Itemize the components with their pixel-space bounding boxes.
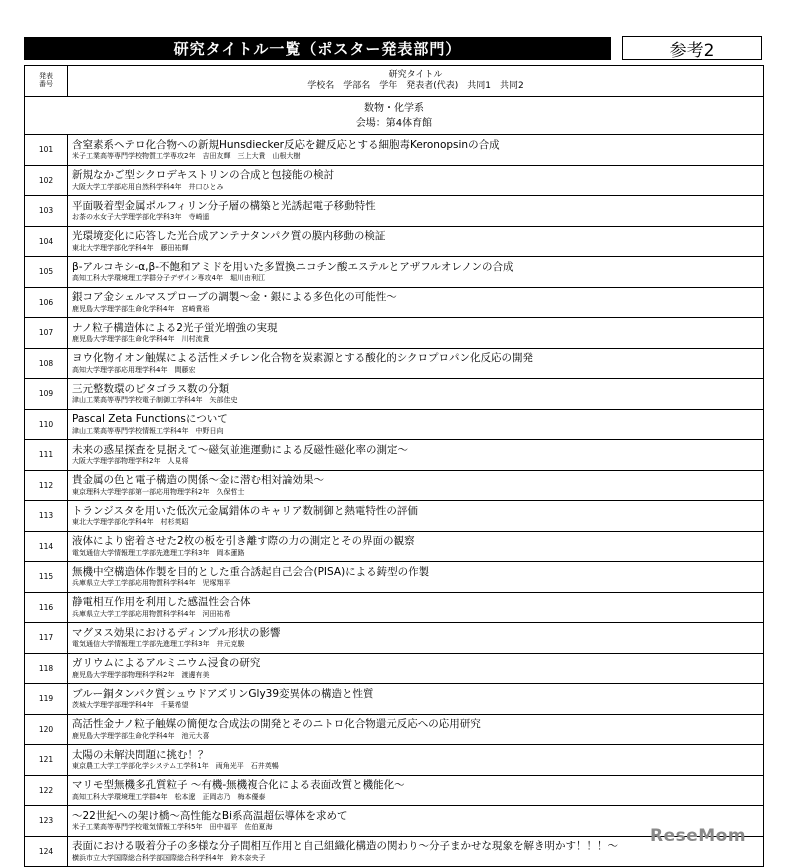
presentation-number: 103 [25, 196, 68, 226]
table-row [25, 501, 763, 532]
research-title: 三元整数環のピタゴラス数の分類 [72, 382, 230, 395]
table-row [25, 379, 763, 410]
table-row [25, 318, 763, 349]
presenter-info: 高知大学理学部応用理学科4年 間藤宏 [72, 365, 196, 374]
presentation-number: 122 [25, 776, 68, 806]
research-title: ガリウムによるアルミニウム浸食の研究 [72, 657, 261, 670]
entry-body [68, 715, 763, 745]
category-name: 数物・化学系 [364, 102, 424, 114]
presenter-info: 東北大学理学部化学科4年 藤田祐輝 [72, 243, 189, 252]
research-title: ナノ粒子構造体による2光子蛍光増強の実現 [72, 321, 278, 334]
entry-body [68, 349, 763, 379]
presentation-number: 109 [25, 379, 68, 409]
table-row [25, 745, 763, 776]
research-title: 無機中空構造体作製を目的とした重合誘起自己会合(PISA)による鋳型の作製 [72, 565, 430, 578]
title-header-line1: 研究タイトル [388, 69, 443, 80]
presenter-info: 兵庫県立大学工学部応用物質科学科4年 児塚翔平 [72, 579, 231, 588]
research-title: 貴金属の色と電子構造の関係～金に潜む相対論効果～ [72, 474, 324, 487]
table-row [25, 257, 763, 288]
presentation-number: 116 [25, 593, 68, 623]
entry-body [68, 593, 763, 623]
research-title: マグヌス効果におけるディンプル形状の影響 [72, 626, 281, 639]
entry-body [68, 745, 763, 775]
presentation-number: 118 [25, 654, 68, 684]
entry-body [68, 196, 763, 226]
presenter-info: 高知工科大学環境理工学群分子デザイン専攻4年 堀川由利江 [72, 274, 265, 283]
presenter-info: 鹿児島大学理学部生命化学科4年 川村流貴 [72, 335, 210, 344]
research-title: β-アルコキシ-α,β-不飽和アミドを用いた多置換ニコチン酸エステルとアザフルオレノンの合成 [72, 260, 514, 273]
entry-body [68, 379, 763, 409]
table-row [25, 288, 763, 319]
presenter-info: 東京理科大学理学部第一部応用物理学科2年 久保哲士 [72, 487, 245, 496]
presenter-info: 大阪大学工学部応用自然科学科4年 井口ひとみ [72, 182, 224, 191]
table-row [25, 562, 763, 593]
research-title: トランジスタを用いた低次元金属錯体のキャリア数制御と熱電特性の評価 [72, 504, 418, 517]
presentation-number: 111 [25, 440, 68, 470]
presentation-number: 120 [25, 715, 68, 745]
research-title: 銀コア金シェルマスプローブの調製～金・銀による多色化の可能性～ [72, 291, 397, 304]
entry-body [68, 166, 763, 196]
presenter-info: 茨城大学理学部理学科4年 千葉希望 [72, 701, 189, 710]
research-title: ～22世紀への架け橋～高性能なBi系高温超伝導体を求めて [72, 809, 348, 822]
table-row [25, 196, 763, 227]
presentation-number: 104 [25, 227, 68, 257]
number-header-line2: 番号 [39, 80, 53, 88]
presentation-number: 113 [25, 501, 68, 531]
research-title: 光環境変化に応答した光合成アンテナタンパク質の膜内移動の検証 [72, 230, 386, 243]
presentation-number: 106 [25, 288, 68, 318]
research-title: ブルー銅タンパク質シュウドアズリンGly39変異体の構造と性質 [72, 687, 374, 700]
research-title: マリモ型無機多孔質粒子 ～有機-無機複合化による表面改質と機能化～ [72, 779, 405, 792]
entry-body [68, 684, 763, 714]
presenter-info: 鹿児島大学理学部物理科学科2年 渡邊有美 [72, 670, 210, 679]
entry-body [68, 654, 763, 684]
table-row [25, 623, 763, 654]
presenter-info: 鹿児島大学理学部生命化学科4年 宮崎貴裕 [72, 304, 210, 313]
table-row [25, 684, 763, 715]
research-title: 平面吸着型金属ポルフィリン分子層の構築と光誘起電子移動特性 [72, 199, 376, 212]
research-title: 太陽の未解決問題に挑む！？ [72, 748, 209, 761]
presentation-number: 123 [25, 806, 68, 836]
entry-body [68, 410, 763, 440]
research-title: 未来の惑星探査を見据えて～磁気並進運動による反磁性磁化率の測定～ [72, 443, 408, 456]
presenter-info: 津山工業高等専門学校情報工学科4年 中野日向 [72, 426, 224, 435]
presentation-number: 107 [25, 318, 68, 348]
number-header-line1: 発表 [39, 72, 53, 81]
table-row [25, 227, 763, 258]
presenter-info: 津山工業高等専門学校電子制御工学科4年 矢部佳史 [72, 396, 238, 405]
research-title: 静電相互作用を利用した感温性会合体 [72, 596, 251, 609]
presentation-number: 112 [25, 471, 68, 501]
presentation-number: 108 [25, 349, 68, 379]
title-column-header [68, 66, 763, 96]
entry-body [68, 471, 763, 501]
page-title: 研究タイトル一覧（ポスター発表部門） [24, 37, 611, 60]
title-table [24, 65, 764, 867]
presenter-info: 米子工業高等専門学校電気情報工学科5年 田中福平 佐伯夏海 [72, 823, 273, 832]
presentation-number: 117 [25, 623, 68, 653]
table-row [25, 532, 763, 563]
table-row [25, 166, 763, 197]
entry-body [68, 501, 763, 531]
presentation-number: 105 [25, 257, 68, 287]
table-row [25, 776, 763, 807]
presentation-number: 115 [25, 562, 68, 592]
entry-body [68, 776, 763, 806]
entry-body [68, 562, 763, 592]
presentation-number: 119 [25, 684, 68, 714]
category-venue: 会場：第4体育館 [355, 117, 433, 129]
table-header [25, 66, 763, 97]
presenter-info: 電気通信大学情報理工学部先進理工学科3年 井元克駿 [72, 640, 245, 649]
presenter-info: 電気通信大学情報理工学部先進理工学科3年 岡本蓮路 [72, 548, 245, 557]
presenter-info: 兵庫県立大学工学部応用物質科学科4年 河田祐希 [72, 609, 231, 618]
reference-label: 参考2 [622, 36, 762, 60]
presenter-info: お茶の水女子大学理学部化学科3年 寺崎遥 [72, 213, 210, 222]
table-row [25, 440, 763, 471]
research-title: 新規なかご型シクロデキストリンの合成と包接能の検討 [72, 169, 335, 182]
presentation-number: 114 [25, 532, 68, 562]
presenter-info: 東京農工大学工学部化学システム工学科1年 両角光平 石井英暢 [72, 762, 279, 771]
table-row [25, 349, 763, 380]
table-row [25, 654, 763, 685]
table-row [25, 471, 763, 502]
presenter-info: 米子工業高等専門学校物質工学専攻2年 吉田友輝 三上大貴 山根大樹 [72, 152, 301, 161]
number-column-header [25, 66, 68, 96]
research-title: 高活性金ナノ粒子触媒の簡便な合成法の開発とそのニトロ化合物還元反応への応用研究 [72, 718, 481, 731]
table-row [25, 135, 763, 166]
research-title: 含窒素系ヘテロ化合物への新規Hunsdiecker反応を鍵反応とする細胞毒Keronopsinの合成 [72, 138, 500, 151]
presenter-info: 東北大学理学部化学科4年 村杉英昭 [72, 518, 189, 527]
presenter-info: 横浜市立大学国際総合科学部国際総合科学科4年 鈴木奈央子 [72, 853, 266, 862]
presentation-number: 121 [25, 745, 68, 775]
table-row [25, 715, 763, 746]
research-title: 表面における吸着分子の多様な分子間相互作用と自己組織化構造の関わり～分子まかせな現象を解き明かす！！！～ [72, 840, 618, 853]
entry-body [68, 318, 763, 348]
entry-body [68, 227, 763, 257]
entry-body [68, 257, 763, 287]
presentation-number: 124 [25, 837, 68, 867]
research-title: 液体により密着させた2枚の板を引き離す際の力の測定とその界面の観察 [72, 535, 415, 548]
presenter-info: 鹿児島大学理学部生命化学科4年 池元大喜 [72, 731, 210, 740]
entry-body [68, 532, 763, 562]
entry-body [68, 623, 763, 653]
research-title: Pascal Zeta Functionsについて [72, 413, 228, 426]
table-row [25, 410, 763, 441]
presenter-info: 大阪大学理学部物理学科2年 人見将 [72, 457, 189, 466]
table-rows [25, 135, 763, 866]
presentation-number: 102 [25, 166, 68, 196]
presentation-number: 110 [25, 410, 68, 440]
title-header-line2: 学校名 学部名 学年 発表者(代表) 共同1 共同2 [307, 81, 524, 91]
entry-body [68, 288, 763, 318]
presenter-info: 高知工科大学環境理工学群4年 松本遼 正岡志乃 梅本優泰 [72, 792, 266, 801]
watermark-logo: ReseMom [650, 826, 747, 846]
category-header [25, 97, 763, 135]
table-row [25, 593, 763, 624]
entry-body [68, 135, 763, 165]
research-title: ヨウ化物イオン触媒による活性メチレン化合物を炭素源とする酸化的シクロプロパン化反応の開発 [72, 352, 534, 365]
presentation-number: 101 [25, 135, 68, 165]
entry-body [68, 440, 763, 470]
